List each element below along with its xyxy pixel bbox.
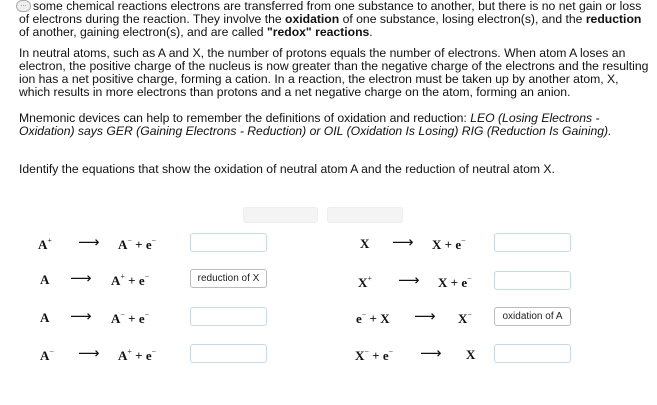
answer-drop-target[interactable] [190,233,267,252]
equation-reactants [355,347,393,364]
species: + [369,311,381,326]
charge: + [120,272,125,281]
text: some chemical reactions electrons are transferred from one substance to another, but there is no net gain or loss of electrons during the reaction. They involve the [19,0,642,26]
species: e− [145,347,157,363]
species: + [128,273,139,288]
species: + [128,311,139,326]
species: A− [111,310,125,326]
species: A+ [111,272,125,288]
species: X− [458,310,472,326]
charge: + [127,347,132,356]
arrow-icon: ⟶ [420,344,442,362]
text: Mnemonic devices can help to remember the definitions of oxidation and reduction: [19,111,471,125]
comment-icon[interactable]: … [16,0,31,12]
equation-products [438,274,472,291]
answer-drop-target[interactable] [190,307,267,326]
arrow-icon: ⟶ [414,307,436,325]
equation-products [111,310,149,327]
answer-drop-target[interactable] [190,344,267,363]
charge: − [467,310,472,319]
charge: − [127,236,132,245]
answer-drop-target[interactable] [494,344,571,363]
equation-products [458,310,472,327]
arrow-icon: ⟶ [392,233,414,251]
mnemonic-paragraph [19,112,649,138]
species: e− [461,274,472,290]
explanation-paragraph: In neutral atoms, such as A and X, the number of protons equals the number of electrons. When atom A loses an electron, the positive charge of the nucleus is now greater than the negative charge of the electrons and the resulting ion has a net positive charge, forming a cation. In a reaction, the electron must be taken up by another atom, X, which results in more electrons than protons and a net negative charge on the atom, forming an anion. [19,46,649,99]
answer-bank-slot-2[interactable] [327,207,403,223]
question: Identify the equations that show the oxidation of neutral atom A and the reduction of neutral atom X. [19,162,555,176]
equation-reactants [356,310,390,327]
term-oxidation: oxidation [285,12,340,26]
charge: + [367,274,372,283]
equation-reactants [360,236,369,252]
species: A− [40,347,54,363]
charge: − [49,347,54,356]
species: e− [356,310,367,326]
term-reduction: reduction [585,12,642,26]
term-redox: "redox" reactions [266,25,370,39]
equation-reactants [358,274,372,291]
arrow-icon: ⟶ [70,307,92,325]
species: X+ [358,274,372,290]
species: X [380,311,390,326]
charge: − [461,236,466,245]
arrow-icon: ⟶ [398,271,420,289]
charge: − [467,274,472,283]
species: A+ [38,236,52,252]
species: e− [382,347,394,363]
arrow-icon: ⟶ [78,233,100,251]
arrow-icon: ⟶ [78,344,100,362]
answer-bank-slot-1[interactable] [243,207,318,223]
species: + [444,237,456,252]
species: A [40,272,50,287]
equation-reactants [40,347,54,364]
species: X [432,237,445,252]
text: of one substance, losing electron(s), and the [339,12,586,26]
equation-reactants [40,272,49,288]
species: X− [355,347,369,363]
charge: − [151,347,157,356]
species: A [40,310,50,325]
charge: − [388,347,394,356]
answer-drop-target[interactable] [494,233,571,252]
charge: − [364,347,369,356]
arrow-icon: ⟶ [70,269,92,287]
text: . [369,25,373,39]
species: e− [138,272,150,288]
species: + [450,275,462,290]
charge: − [361,310,367,319]
species: X [360,236,370,251]
intro-paragraph [19,0,649,39]
equation-reactants [40,310,49,326]
charge: − [144,310,150,319]
species: + [372,348,383,363]
charge: − [144,272,150,281]
equation-products [466,347,475,363]
answer-drop-target[interactable] [494,271,571,290]
equation-products [111,272,149,289]
equation-reactants [38,236,52,253]
text: of another, gaining electron(s), and are called [19,25,267,39]
species: X [466,347,476,362]
species: + [135,237,146,252]
species: A− [118,236,132,252]
charge: − [120,310,125,319]
mnemonic-text: LEO (Losing Electrons - Oxidation) says GER (Gaining Electrons - Reduction) or OIL (Oxidation Is Losing) RIG (Reduction Is Gaining). [19,111,612,138]
species: e− [145,236,157,252]
equation-products [432,236,466,253]
species: + [135,348,146,363]
charge: − [151,236,157,245]
species: e− [455,236,466,252]
equation-products [118,347,156,364]
equation-products [118,236,156,253]
species: e− [138,310,150,326]
answer-drop-target[interactable]: oxidation of A [494,307,571,326]
species: X [438,275,451,290]
species: A+ [118,347,132,363]
charge: + [47,236,52,245]
answer-drop-target[interactable]: reduction of X [190,269,267,288]
